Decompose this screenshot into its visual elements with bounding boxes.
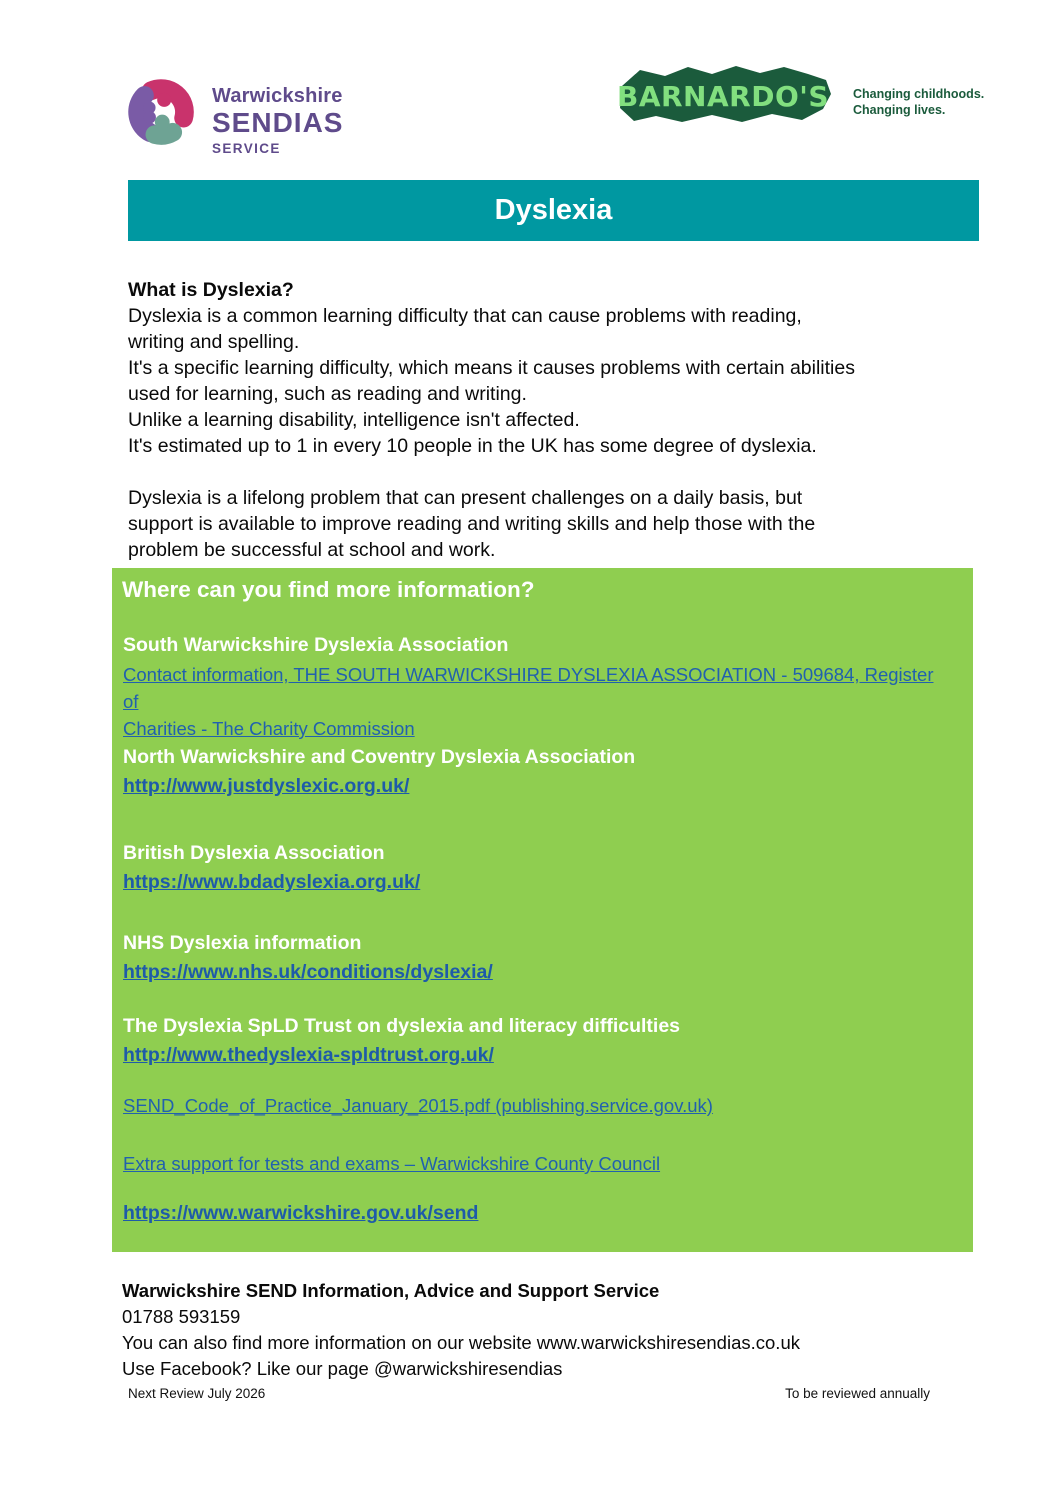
barnardos-tagline: [853, 86, 984, 127]
link-bdadyslexia[interactable]: https://www.bdadyslexia.org.uk/: [123, 871, 421, 893]
intro-line: writing and spelling.: [128, 331, 300, 353]
info-section-bda: [123, 840, 953, 896]
intro-line: problem be successful at school and work.: [128, 539, 496, 561]
link-dyslexia-spldtrust[interactable]: http://www.thedyslexia-spldtrust.org.uk/: [123, 1044, 494, 1066]
barnardos-wordmark-text: BARNARDO'S: [616, 80, 830, 113]
section-heading: The Dyslexia SpLD Trust on dyslexia and literacy difficulties: [123, 1015, 681, 1037]
review-frequency-note: To be reviewed annually: [785, 1386, 930, 1401]
intro-line: Dyslexia is a common learning difficulty that can cause problems with reading,: [128, 305, 802, 327]
intro-line: Unlike a learning disability, intelligence isn't affected.: [128, 409, 580, 431]
section-heading: British Dyslexia Association: [123, 842, 385, 864]
link-warwickshire-send[interactable]: https://www.warwickshire.gov.uk/send: [123, 1202, 479, 1224]
section-heading: South Warwickshire Dyslexia Association: [123, 634, 509, 656]
section-heading: NHS Dyslexia information: [123, 932, 362, 954]
info-section-send-code: [123, 1092, 953, 1119]
info-section-extra-support: [123, 1150, 953, 1177]
intro-section: [128, 277, 998, 563]
barnardos-wordmark-icon: [610, 62, 835, 127]
link-nhs-dyslexia[interactable]: https://www.nhs.uk/conditions/dyslexia/: [123, 961, 493, 983]
footer-contact: [122, 1278, 800, 1382]
info-section-nwcda: [123, 744, 953, 800]
intro-line: support is available to improve reading and writing skills and help those with the: [128, 513, 816, 535]
footer-facebook-line: Use Facebook? Like our page @warwickshiresendias: [122, 1358, 563, 1379]
link-text-line2: Charities - The Charity Commission: [123, 718, 415, 739]
link-send-code-of-practice[interactable]: SEND_Code_of_Practice_January_2015.pdf (publishing.service.gov.uk): [123, 1095, 713, 1116]
barnardos-tagline-line2: Changing lives.: [853, 103, 946, 117]
sendias-logo-line1: Warwickshire: [212, 85, 343, 107]
next-review-date: Next Review July 2026: [128, 1386, 266, 1401]
footer-phone: 01788 593159: [122, 1306, 241, 1327]
section-heading: North Warwickshire and Coventry Dyslexia Association: [123, 746, 636, 768]
sendias-logo: [122, 72, 343, 156]
intro-line: It's estimated up to 1 in every 10 people in the UK has some degree of dyslexia.: [128, 435, 817, 457]
link-charity-commission[interactable]: [123, 661, 953, 742]
intro-paragraph-2: [128, 485, 998, 563]
sendias-logo-line2: SENDIAS: [212, 107, 344, 138]
sendias-logo-text: [212, 85, 343, 156]
sendias-logo-icon: [122, 72, 200, 152]
title-bar: [128, 180, 979, 241]
info-section-warwickshire-send: [123, 1200, 953, 1227]
link-justdyslexic[interactable]: http://www.justdyslexic.org.uk/: [123, 775, 410, 797]
page-title: Dyslexia: [494, 194, 613, 226]
barnardos-logo: [610, 62, 984, 127]
intro-line: Dyslexia is a lifelong problem that can present challenges on a daily basis, but: [128, 487, 803, 509]
info-section-nhs: [123, 930, 953, 986]
intro-heading: What is Dyslexia?: [128, 279, 294, 301]
link-extra-support-exams[interactable]: Extra support for tests and exams – Warwickshire County Council: [123, 1153, 661, 1174]
info-section-spld-trust: [123, 1013, 953, 1069]
info-box-title: Where can you find more information?: [122, 577, 535, 602]
intro-line: used for learning, such as reading and writing.: [128, 383, 527, 405]
footer-org-name: Warwickshire SEND Information, Advice and Support Service: [122, 1280, 660, 1301]
link-text-line1: Contact information, THE SOUTH WARWICKSHIRE DYSLEXIA ASSOCIATION - 509684, Register of: [123, 664, 934, 712]
info-section-swda: [123, 632, 953, 742]
more-information-box: [112, 568, 973, 1252]
barnardos-tagline-line1: Changing childhoods.: [853, 87, 985, 101]
sendias-logo-line3: SERVICE: [212, 141, 281, 156]
footer-website-line: You can also find more information on our website www.warwickshiresendias.co.uk: [122, 1332, 800, 1353]
intro-line: It's a specific learning difficulty, which means it causes problems with certain abilities: [128, 357, 855, 379]
